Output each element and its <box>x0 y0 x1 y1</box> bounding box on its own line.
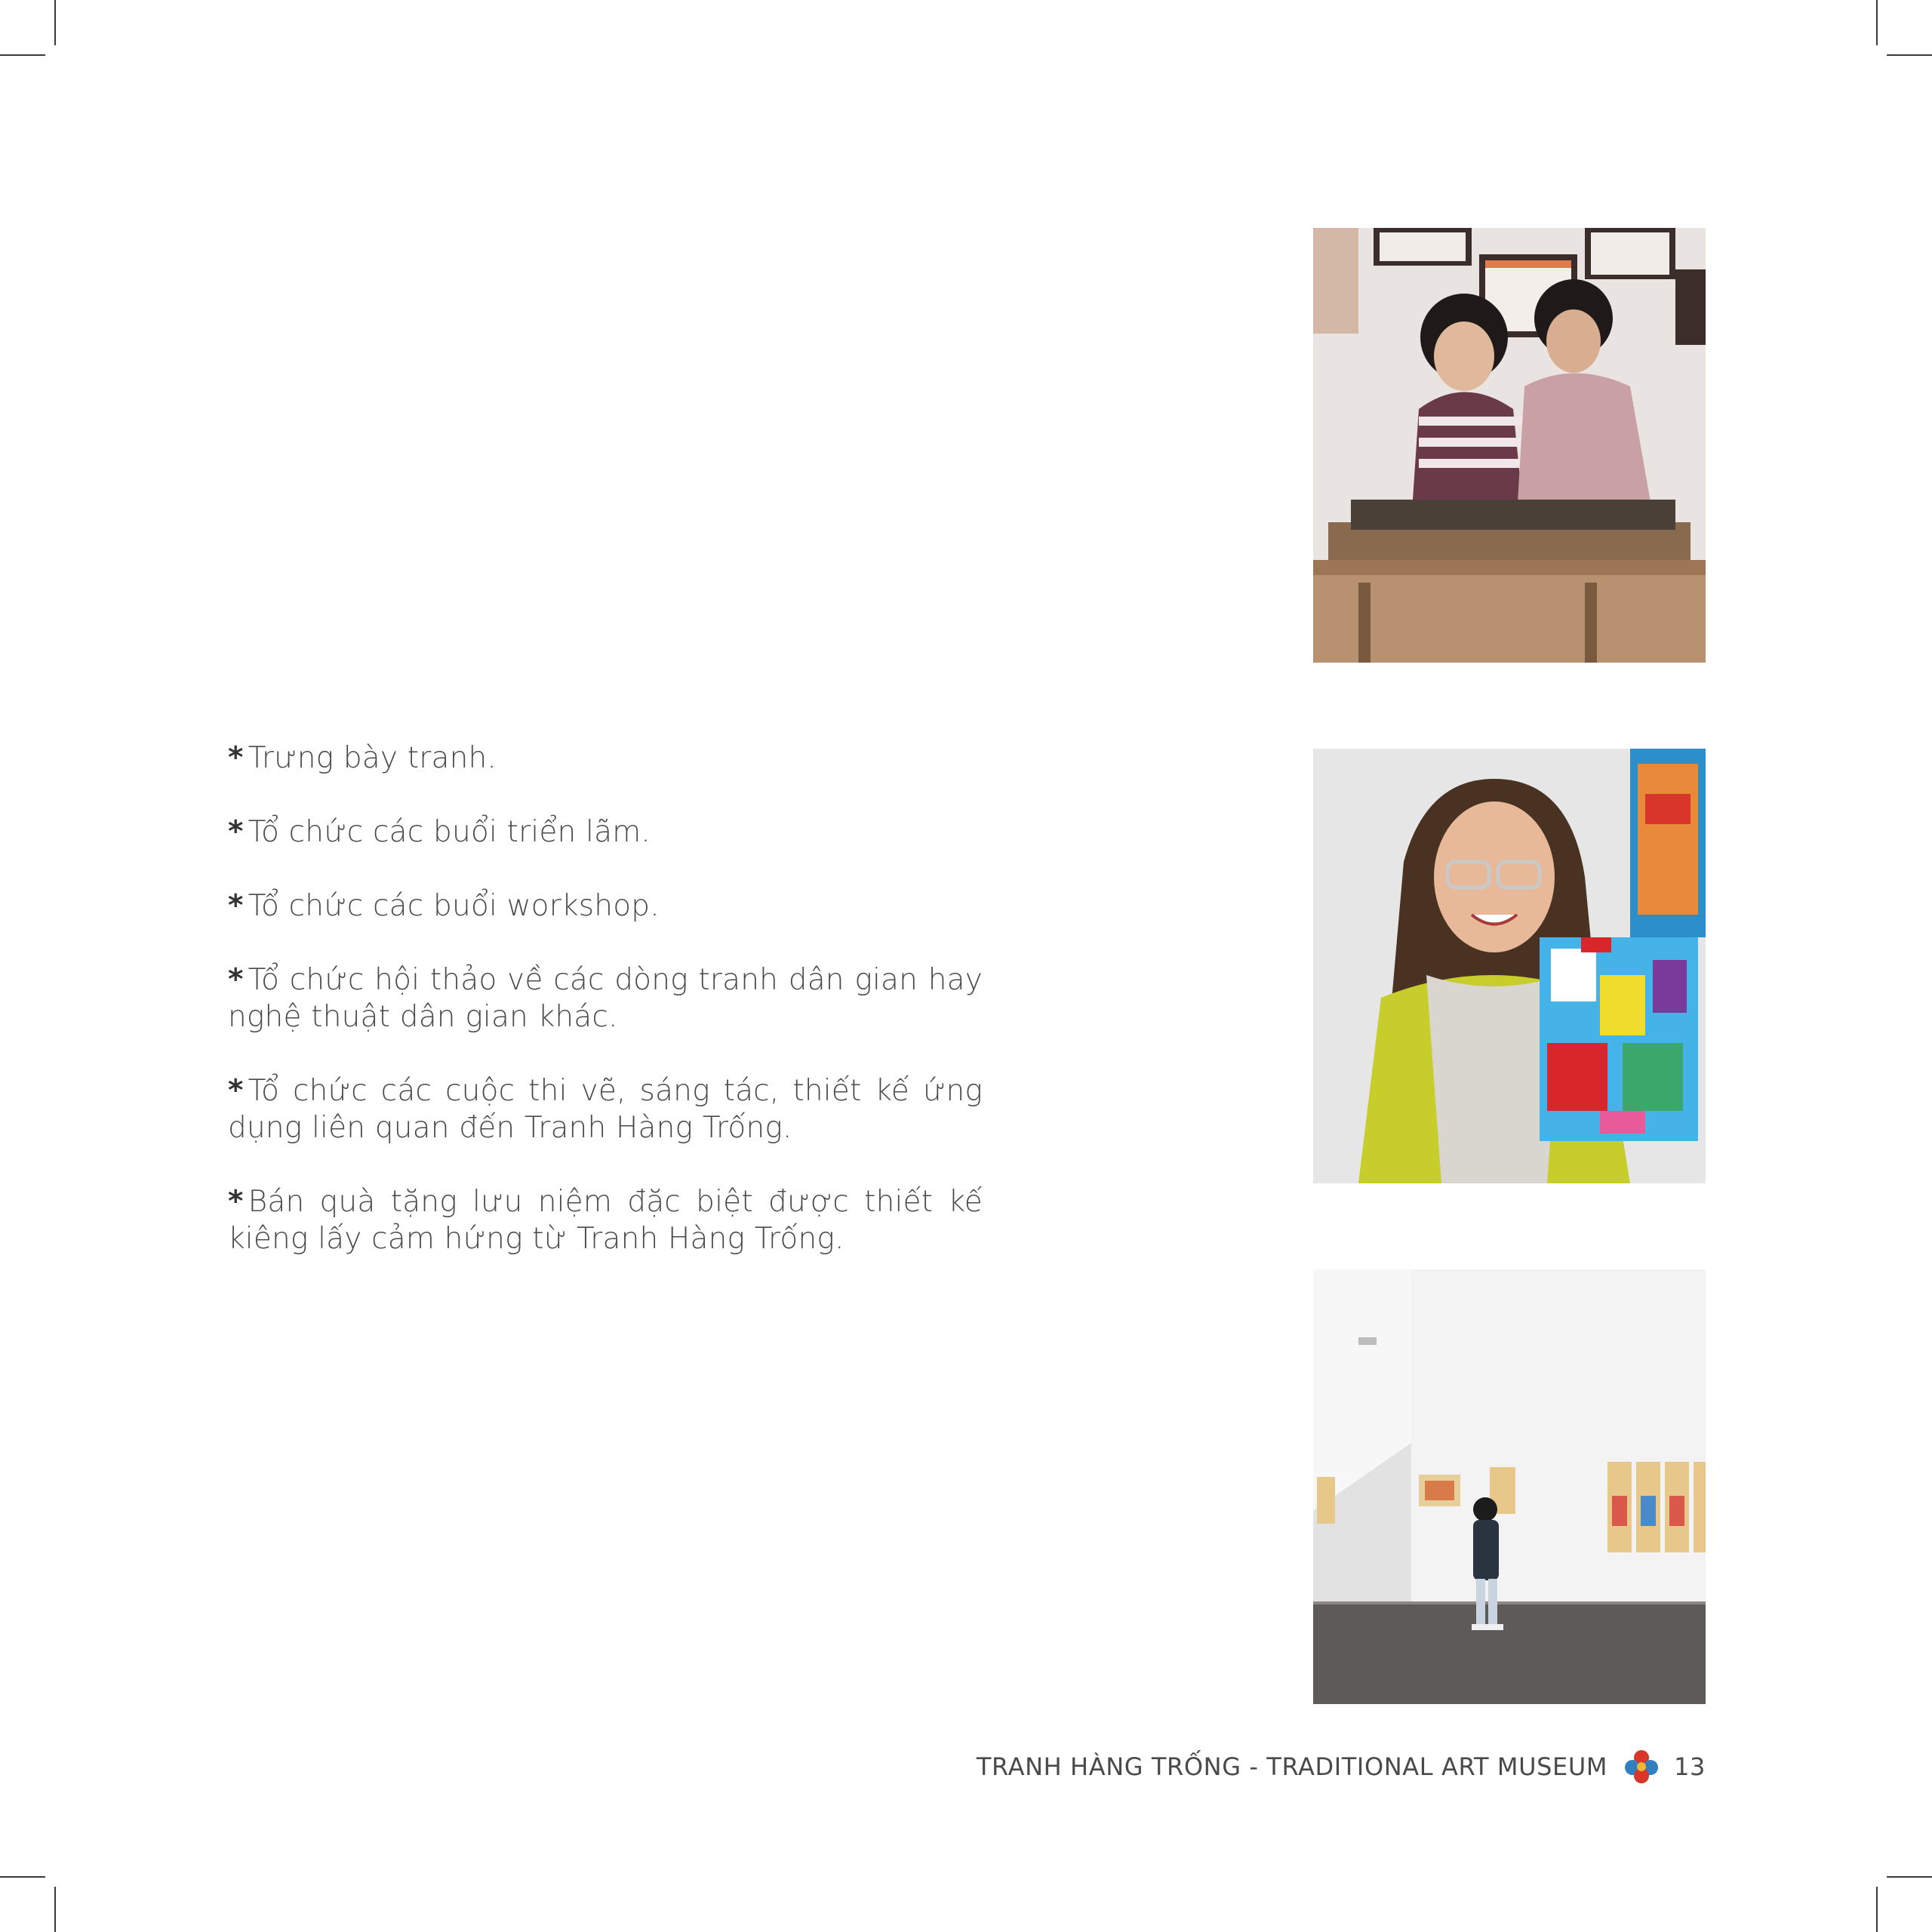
crop-mark <box>54 0 56 45</box>
workshop-printing-photo <box>1313 228 1706 663</box>
footer-title: TRANH HÀNG TRỐNG - TRADITIONAL ART MUSEUM <box>976 1752 1608 1781</box>
activities-list <box>228 740 983 1294</box>
crop-mark <box>1887 54 1932 56</box>
bullet-marker: * <box>228 889 244 923</box>
gallery-visitor-photo <box>1313 1269 1706 1704</box>
list-item: * Bán quà tặng lưu niệm đặc biệt được thiết kế kiêng lấy cảm hứng từ Tranh Hàng Trống. <box>228 1185 983 1256</box>
woman-holding-painting-photo <box>1313 749 1706 1183</box>
bullet-marker: * <box>228 1074 244 1108</box>
bullet-marker: * <box>228 963 244 997</box>
crop-mark <box>1876 1887 1878 1932</box>
list-item: * Tổ chức các cuộc thi vẽ, sáng tác, thiết kế ứng dụng liên quan đến Tranh Hàng Trống. <box>228 1074 983 1145</box>
page-number: 13 <box>1674 1752 1706 1781</box>
crop-mark <box>1876 0 1878 45</box>
bullet-marker: * <box>228 1185 244 1219</box>
crop-mark <box>1887 1876 1932 1878</box>
crop-mark <box>54 1887 56 1932</box>
bullet-marker: * <box>228 741 244 775</box>
list-item: * Tổ chức các buổi triển lãm. <box>228 815 651 849</box>
list-item: * Tổ chức các buổi workshop. <box>228 889 660 923</box>
list-item: * Trưng bày tranh. <box>228 741 497 775</box>
list-item: * Tổ chức hội thảo về các dòng tranh dân gian hay nghệ thuật dân gian khác. <box>228 963 983 1034</box>
crop-mark <box>0 54 45 56</box>
flower-logo-icon <box>1624 1749 1659 1784</box>
page-footer <box>977 1749 1706 1784</box>
crop-mark <box>0 1876 45 1878</box>
bullet-marker: * <box>228 815 244 849</box>
